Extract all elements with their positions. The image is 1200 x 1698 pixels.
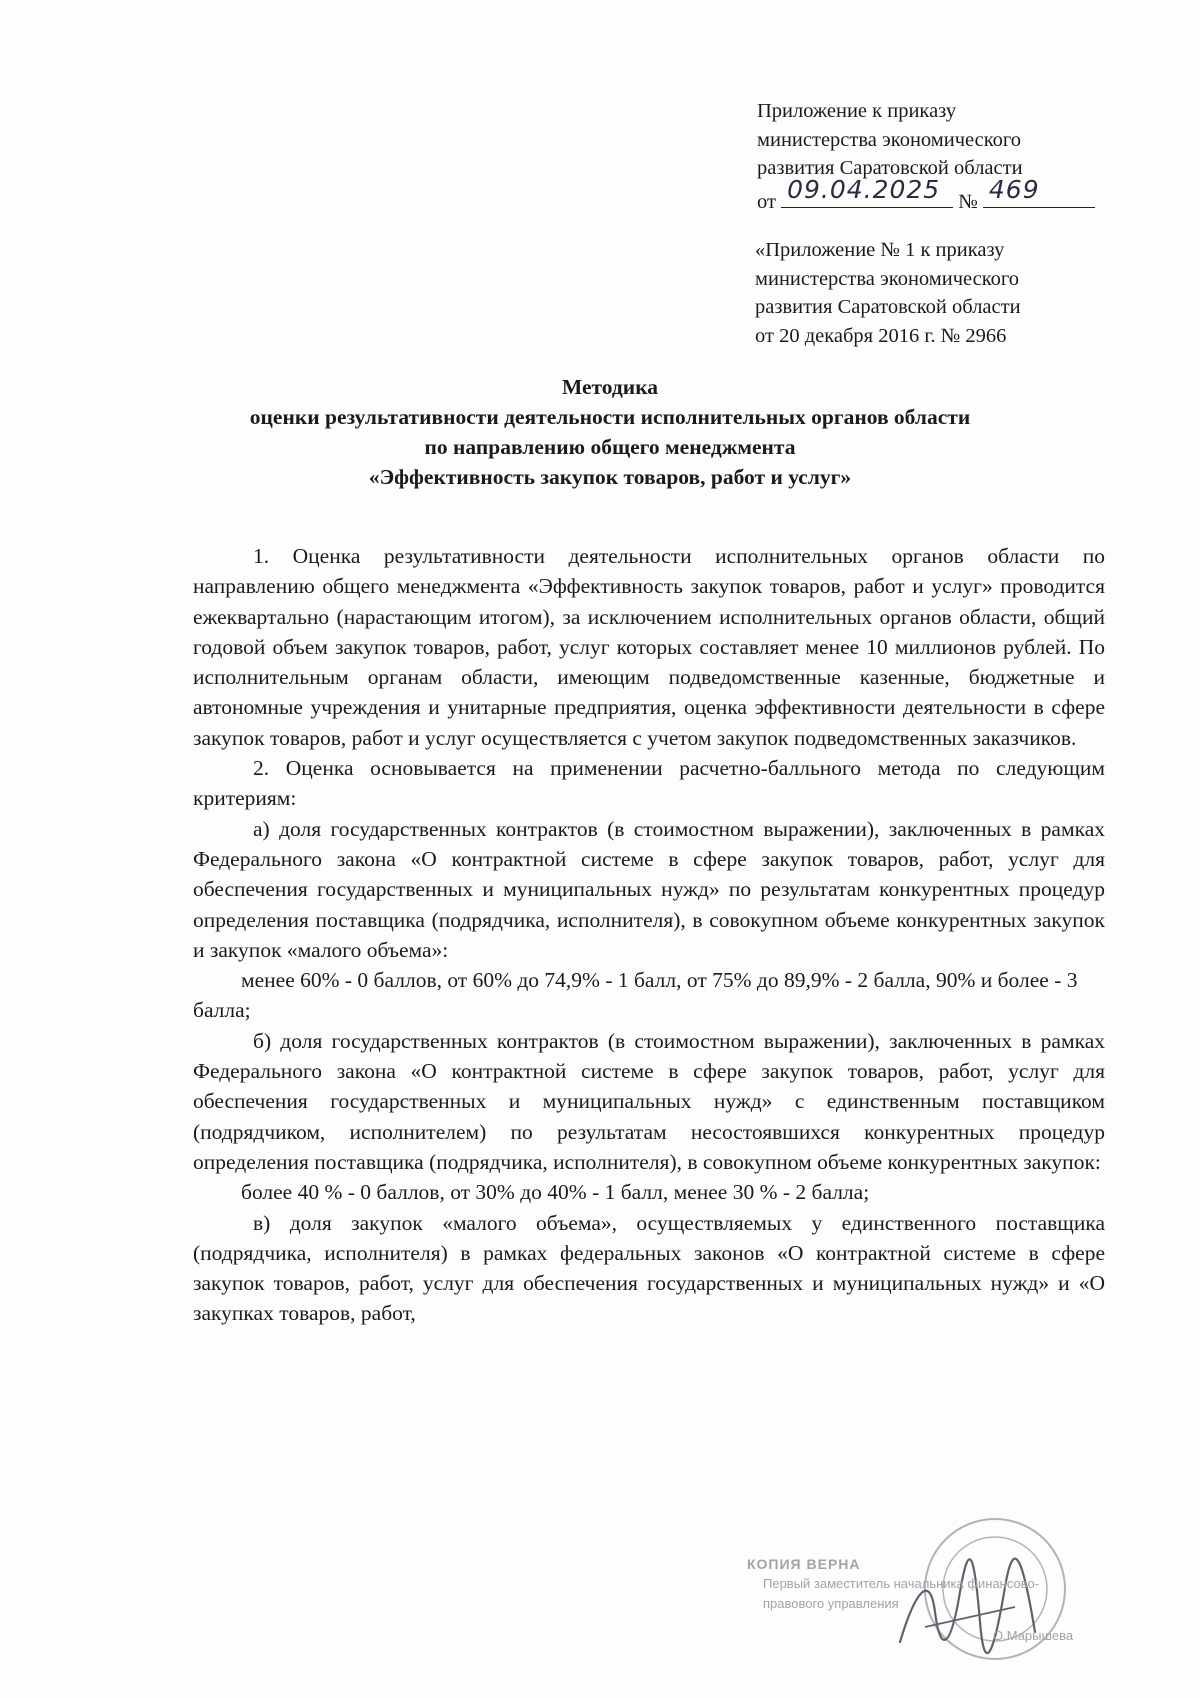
appendix-line: развития Саратовской области [755,296,1021,318]
title-line: Методика [561,375,659,399]
appendix-current-header [757,97,1077,216]
document-body [193,541,1105,1329]
criterion-b-scale: более 40 % - 0 баллов, от 30% до 40% - 1 балл, менее 30 % - 2 балла; [241,1180,870,1205]
document-title [180,372,1040,492]
appendix-line: министерства экономического [757,128,1022,151]
title-line: по направлению общего менеджмента [424,435,796,459]
criterion-b: б) доля государственных контрактов (в стоимостном выражении), заключенных в рамках Федерального закона «О контрактной системе в сфере закупок товаров, работ, услуг для обеспечения государственных и муниципальных нужд» с единственным поставщиком (подрядчиком, исполнителем) по результатам несостоявшихся конкурентных процедур определения поставщика (подрядчика, исполнителя), в совокупном объеме конкурентных закупок: [193,1028,1105,1174]
appendix-line: Приложение к приказу [757,100,957,122]
appendix-line: развития Саратовской области [757,157,1023,179]
signature-icon [895,1552,1045,1662]
handwritten-date: 09.04.2025 [787,175,941,204]
stamp-position: Первый заместитель начальника финансово- [763,1576,1040,1591]
appendix-line: министерства экономического [755,267,1020,290]
criterion-c: в) доля закупок «малого объема», осуществляемых у единственного поставщика (подрядчика, исполнителя) в рамках федеральных законов «О контрактной системе в сфере закупок товаров, работ, услуг для обеспечения государственных и муниципальных нужд» и «О закупках товаров, работ, [193,1210,1105,1326]
paragraph-2: 2. Оценка основывается на применении расчетно-балльного метода по следующим критериям: [193,756,1105,811]
number-prefix: № [958,190,978,213]
stamp-department: правового управления [763,1596,899,1611]
handwritten-number: 469 [988,175,1040,204]
certified-copy-stamp [745,1532,1125,1682]
appendix-original-header [755,236,1075,350]
title-line: «Эффективность закупок товаров, работ и услуг» [368,465,852,489]
criterion-a: а) доля государственных контрактов (в стоимостном выражении), заключенных в рамках Федерального закона «О контрактной системе в сфере закупок товаров, работ, услуг для обеспечения государственных и муниципальных нужд» по результатам конкурентных процедур определения поставщика (подрядчика, исполнителя), в совокупном объеме конкурентных закупок и закупок «малого объема»: [193,816,1105,962]
appendix-line: от 20 декабря 2016 г. № 2966 [755,324,1007,347]
criterion-a-scale: менее 60% - 0 баллов, от 60% до 74,9% - 1 балл, от 75% до 89,9% - 2 балла, 90% и более - 3 балла; [193,968,1078,1023]
date-prefix: от [757,190,776,213]
date-field [781,175,953,208]
stamp-signatory: О.Марышева [993,1628,1074,1643]
title-line: оценки результативности деятельности исполнительных органов области [249,405,971,429]
paragraph-1: 1. Оценка результативности деятельности исполнительных органов области по направлению общего менеджмента «Эффективность закупок товаров, работ и услуг» проводится ежеквартально (нарастающим итогом), за исключением исполнительных органов области, общий годовой объем закупок товаров, работ, услуг которых составляет менее 10 миллионов рублей. По исполнительным органам области, имеющим подведомственные казенные, бюджетные и автономные учреждения и унитарные предприятия, оценка эффективности деятельности в сфере закупок товаров, работ и услуг осуществляется с учетом закупок подведомственных заказчиков. [193,544,1105,750]
stamp-title: КОПИЯ ВЕРНА [747,1556,861,1572]
appendix-date-line [757,175,1077,217]
appendix-line: «Приложение № 1 к приказу [755,239,1005,261]
number-field [983,175,1095,208]
